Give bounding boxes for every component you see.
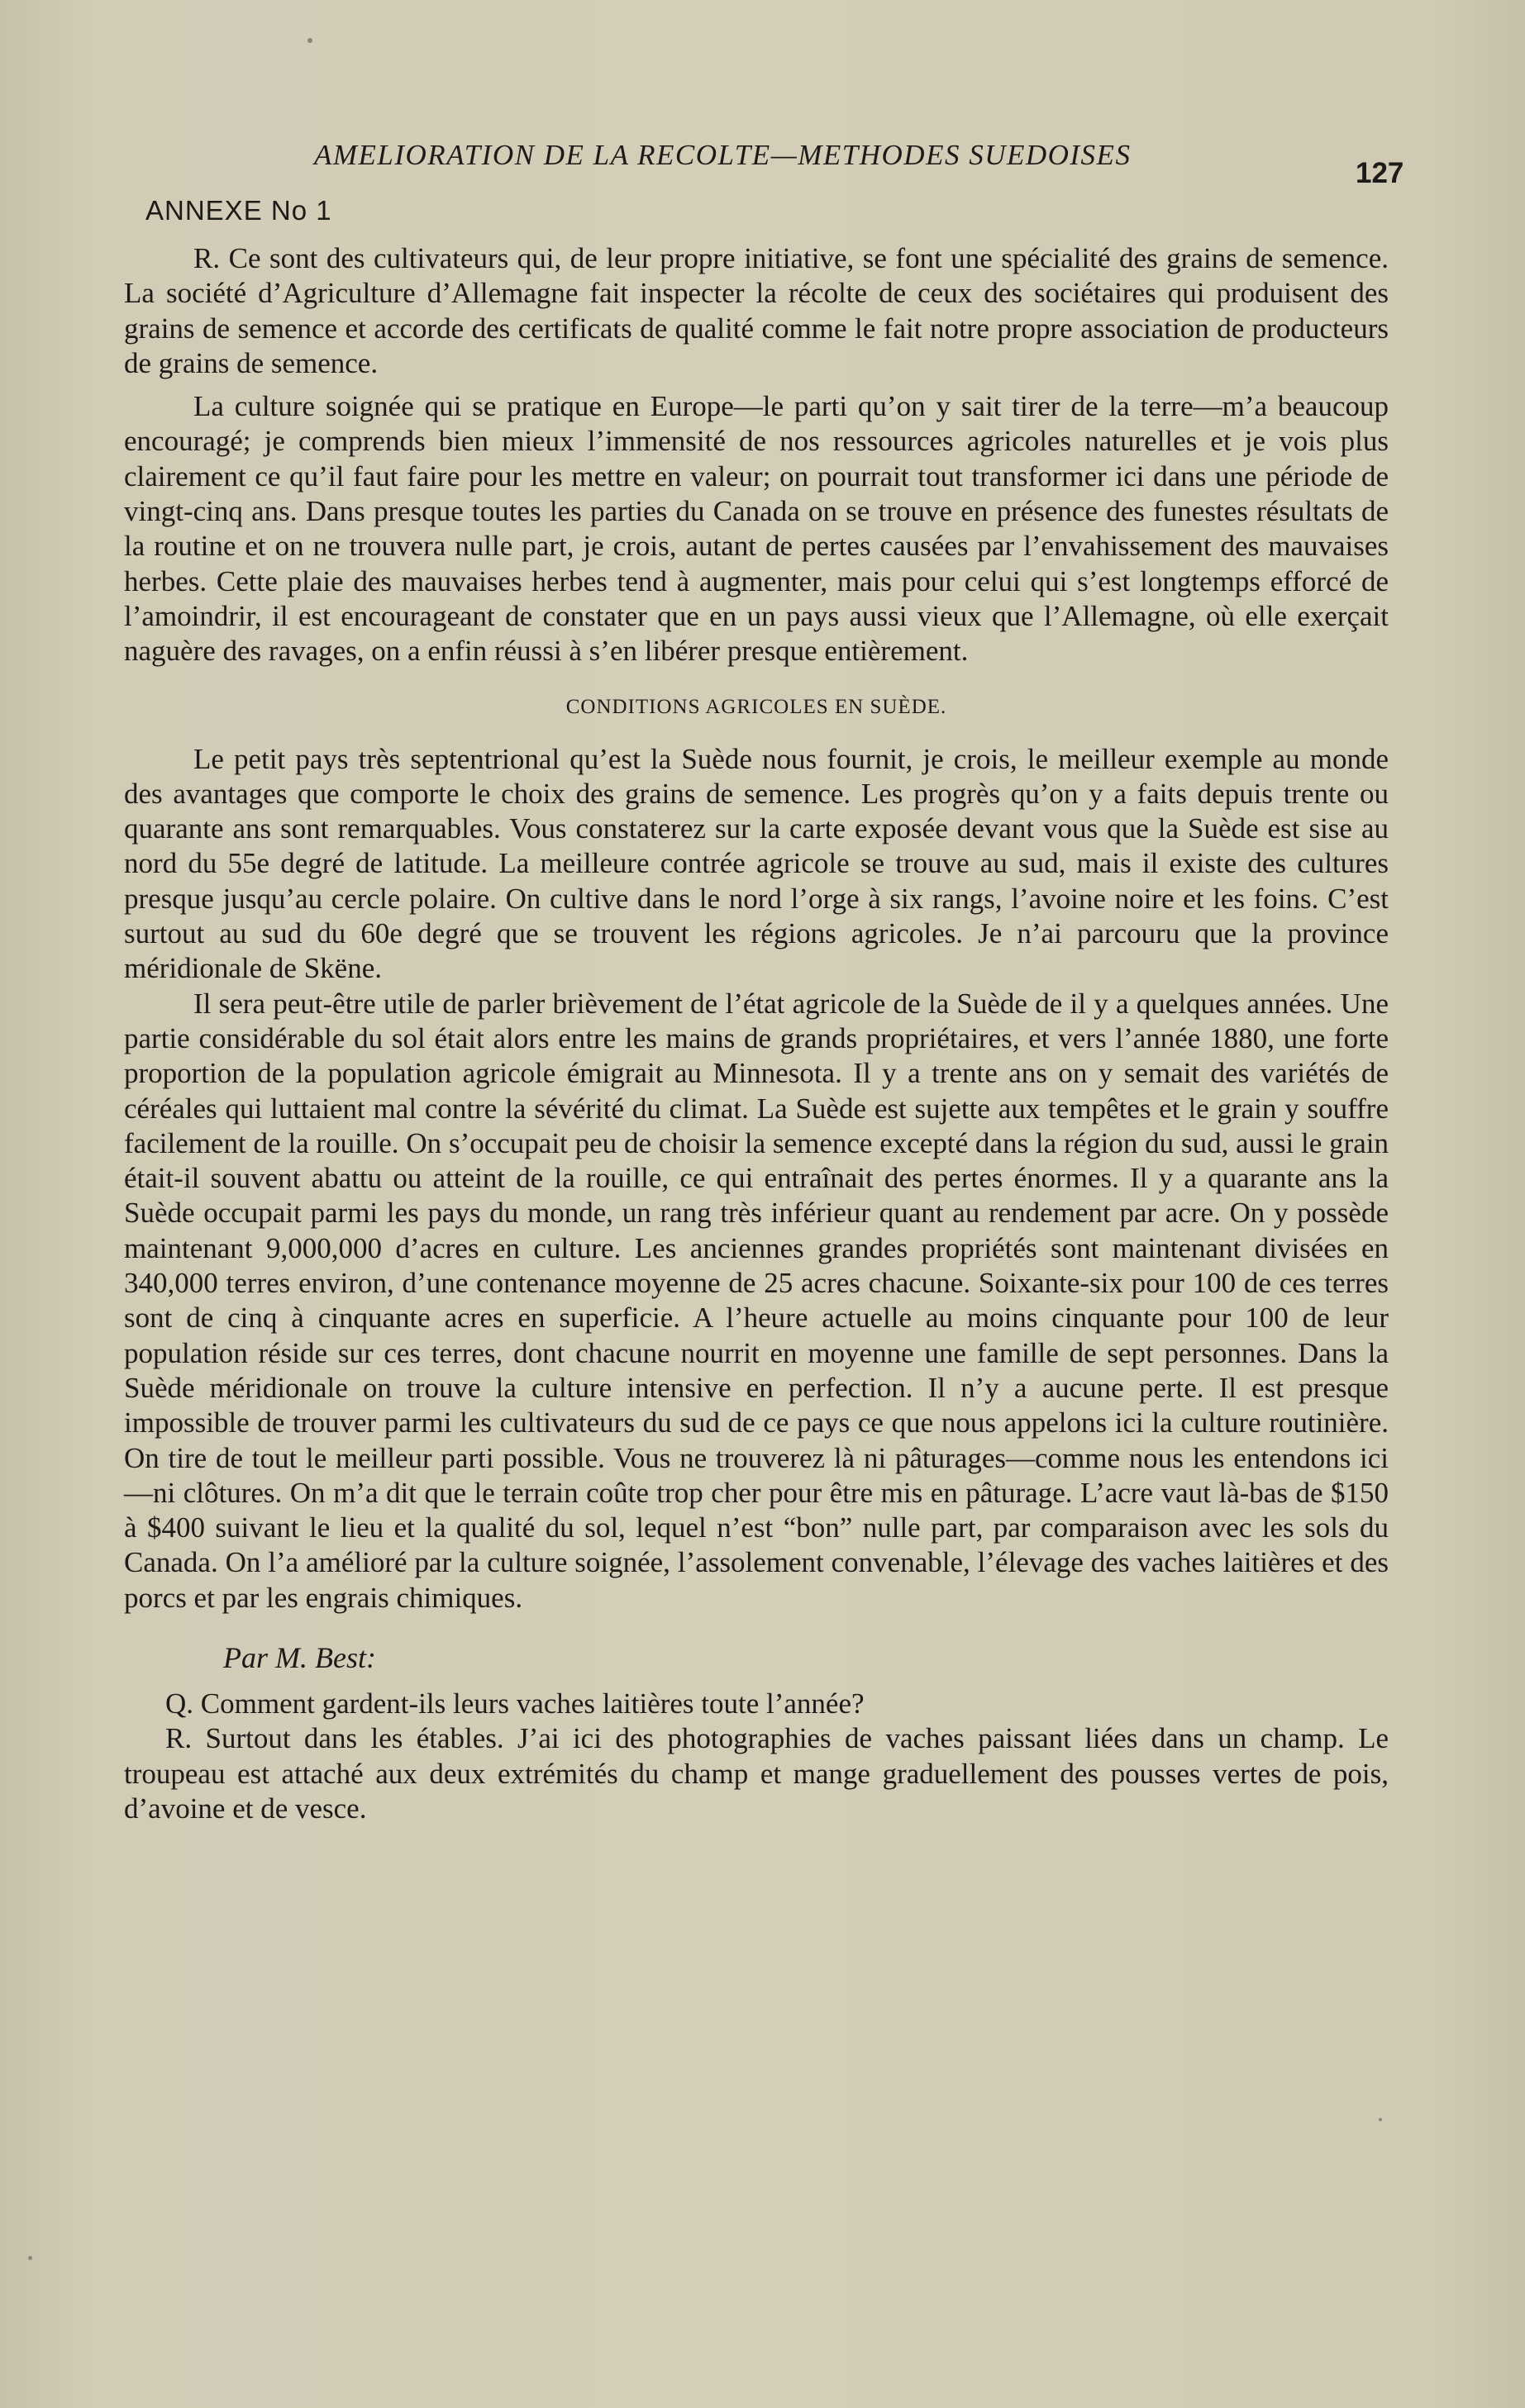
annex-label: ANNEXE No 1 — [145, 195, 332, 226]
paper-speck — [1379, 2118, 1382, 2121]
section-heading: CONDITIONS AGRICOLES EN SUÈDE. — [565, 695, 947, 718]
speaker-label: Par M. Best: — [223, 1640, 376, 1674]
paragraph: R. Ce sont des cultivateurs qui, de leur propre initiative, se font une spécialité des grains de semence. La société d’Agriculture d’Allemagne fait inspecter la récolte de ceux des sociétaires qui produisent des grains de semence et accorde des certificats de qualité comme le fait notre propre association de producteurs de grains de semence. — [124, 242, 1389, 379]
paragraph: Le petit pays très septentrional qu’est la Suède nous fournit, je crois, le meilleur exemple au monde des avantages que comporte le choix des grains de semence. Les progrès qu’on y a faits depuis trente ou quarante ans sont remarquables. Vous constaterez sur la carte exposée devant vous que la Suède est sise au nord du 55e degré de latitude. La meilleure contrée agricole se trouve au sud, mais il existe des cultures presque jusqu’au cercle polaire. On cultive dans le nord l’orge à six rangs, l’avoine noire et les foins. C’est surtout au sud du 60e degré que se trouvent les régions agricoles. Je n’ai parcouru que la province méridionale de Skëne. — [124, 742, 1389, 985]
paper-speck — [307, 38, 312, 43]
answer: R. Surtout dans les étables. J’ai ici des photographies de vaches paissant liées dans un champ. Le troupeau est attaché aux deux extrémités du champ et mange graduellement des pousses vertes de pois, d’avoine et de vesce. — [124, 1722, 1389, 1825]
paragraph: Il sera peut-être utile de parler brièvement de l’état agricole de la Suède de il y a quelques années. Une partie considérable du sol était alors entre les mains de grands propriétaires, et vers l’année 1880, une forte proportion de la population agricole émigrait au Minnesota. Il y a trente ans on y semait des variétés de céréales qui luttaient mal contre la sévérité du climat. La Suède est sujette aux tempêtes et le grain y souffre facilement de la rouille. On s’occupait peu de choisir la semence excepté dans la région du sud, aussi le grain était-il souvent abattu ou atteint de la rouille, ce qui entraînait des pertes énormes. Il y a quarante ans la Suède occupait parmi les pays du monde, un rang très inférieur quant au rendement par acre. On y possède maintenant 9,000,000 d’acres en culture. Les anciennes grandes propriétés sont maintenant divisées en 340,000 terres environ, d’une contenance moyenne de 25 acres chacune. Soixante-six pour 100 de ces terres sont de cinq à cinquante acres en superficie. A l’heure actuelle au moins cinquante pour 100 de leur population réside sur ces terres, dont chacune nourrit en moyenne une famille de sept personnes. Dans la Suède méridionale on trouve la culture intensive en perfection. Il n’y a aucune perte. Il est presque impossible de trouver parmi les cultivateurs du sud de ce pays ce que nous appelons ici la culture routinière. On tire de tout le meilleur parti possible. Vous ne trouverez là ni pâturages—comme nous les entendons ici—ni clôtures. On m’a dit que le terrain coûte trop cher pour être mis en pâturage. L’acre vaut là-bas de $150 à $400 suivant le lieu et la qualité du sol, lequel n’est “bon” nulle part, par comparaison avec les sols du Canada. On l’a amélioré par la culture soignée, l’assolement convenable, l’élevage des vaches laitières et des porcs et par les engrais chimiques. — [124, 987, 1389, 1614]
paper-speck — [28, 2256, 32, 2260]
body-text — [124, 241, 1389, 1826]
paragraph: La culture soignée qui se pratique en Europe—le parti qu’on y sait tirer de la terre—m’a beaucoup encouragé; je comprends bien mieux l’immensité de nos ressources agricoles naturelles et je vois plus clairement ce qu’il faut faire pour les mettre en valeur; on pourrait tout transformer ici dans une période de vingt-cinq ans. Dans presque toutes les parties du Canada on se trouve en présence des funestes résultats de la routine et on ne trouvera nulle part, je crois, autant de pertes causées par l’envahissement des mauvaises herbes. Cette plaie des mauvaises herbes tend à augmenter, mais pour celui qui s’est longtemps efforcé de l’amoindrir, il est encourageant de constater que en un pays aussi vieux que l’Allemagne, où elle exerçait naguère des ravages, on a enfin réussi à s’en libérer presque entièrement. — [124, 390, 1389, 668]
page-number: 127 — [1356, 157, 1404, 189]
question: Q. Comment gardent-ils leurs vaches laitières toute l’année? — [165, 1687, 865, 1720]
running-title: AMELIORATION DE LA RECOLTE—METHODES SUEDOISES — [314, 139, 1132, 171]
